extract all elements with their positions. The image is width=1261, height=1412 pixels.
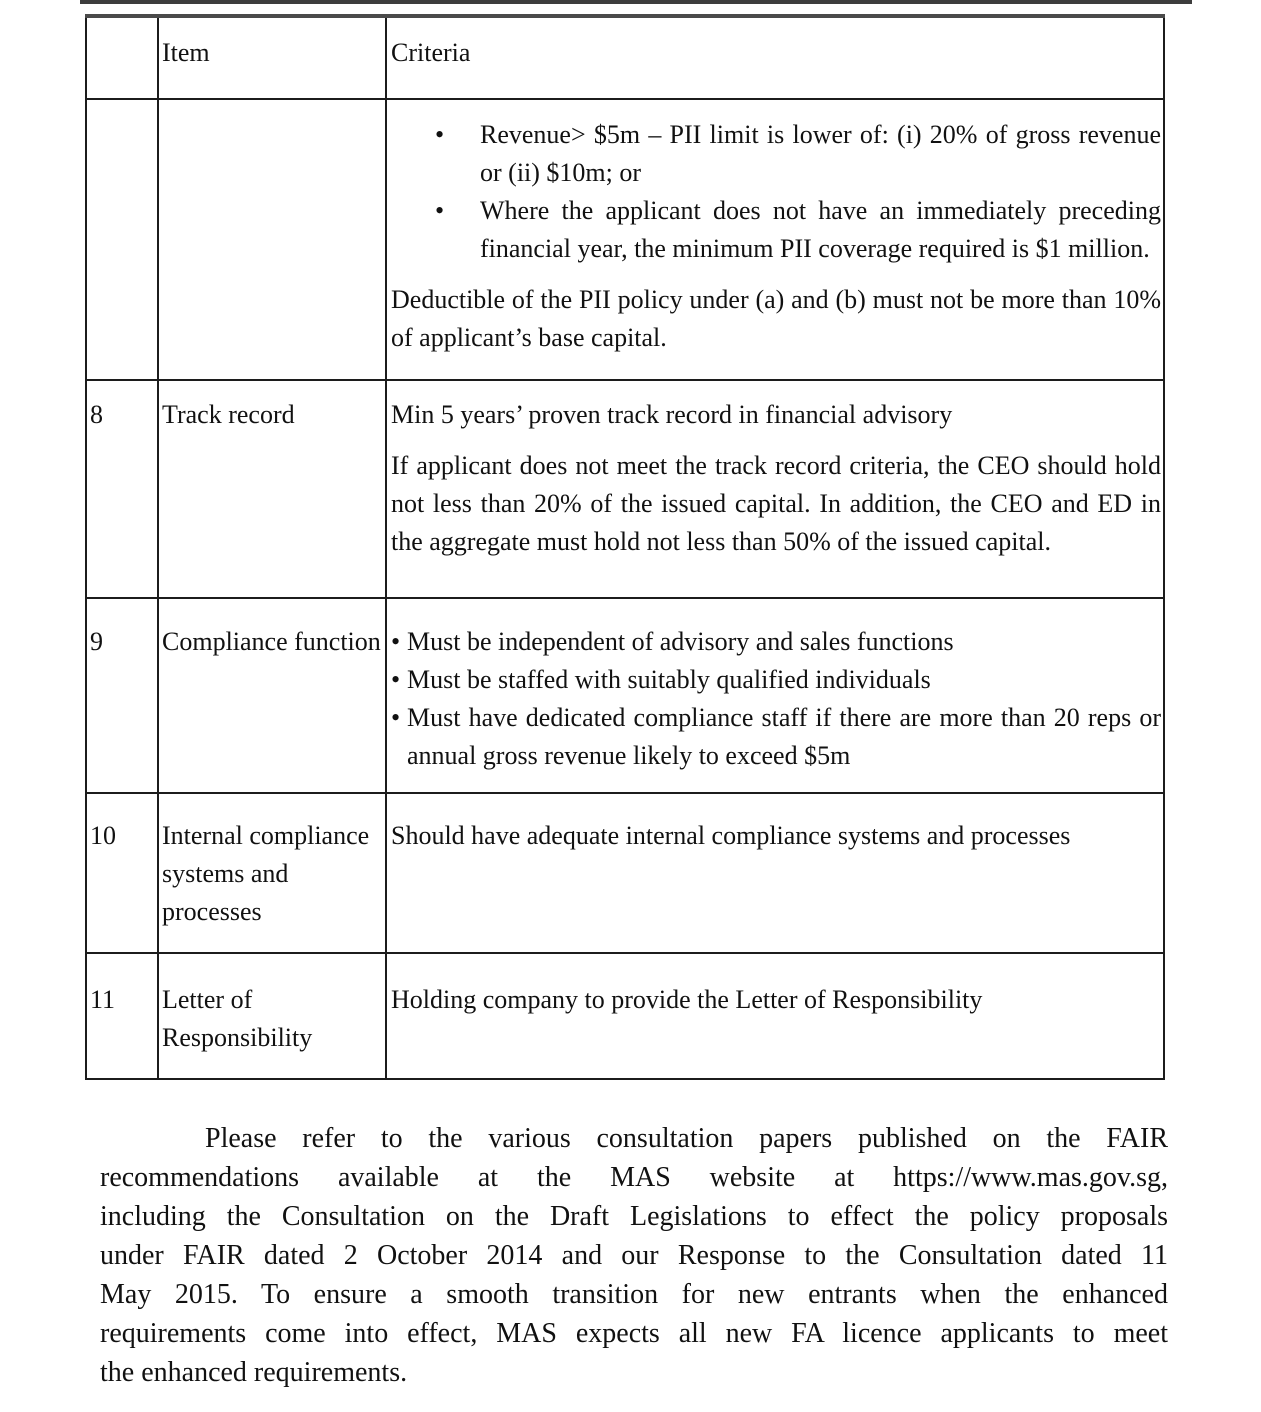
criteria-paragraph: Deductible of the PII policy under (a) and (b) must not be more than 10% of applicant’s base capital.: [391, 285, 1161, 352]
cell-item: Track record: [158, 380, 386, 598]
header-cell-number: [86, 16, 158, 99]
table-row-10: [86, 793, 1164, 953]
criteria-paragraph: Min 5 years’ proven track record in financial advisory: [391, 400, 953, 429]
header-cell-criteria: Criteria: [386, 16, 1164, 99]
table-row-7-continuation: [86, 99, 1164, 380]
cell-criteria: Should have adequate internal compliance systems and processes: [386, 793, 1164, 953]
bullet-text: Where the applicant does not have an immediately preceding financial year, the minimum PII coverage required is $1 million.: [480, 196, 1161, 263]
criteria-paragraph: If applicant does not meet the track record criteria, the CEO should hold not less than 20% of the issued capital. In addition, the CEO and ED in the aggregate must hold not less than 50% of the issued capital.: [391, 451, 1161, 556]
bullet-item: [391, 116, 1161, 192]
bullet-item: [391, 699, 1161, 775]
bullet-dot: •: [391, 627, 401, 656]
cell-number: 9: [86, 598, 158, 793]
cell-criteria: [386, 380, 1164, 598]
table-header-row: [86, 16, 1164, 99]
bullet-dot: •: [391, 703, 401, 732]
bullet-text: Must be independent of advisory and sales functions: [407, 627, 954, 656]
cell-item: Letter of Responsibility: [158, 953, 386, 1079]
bullet-dot: •: [391, 665, 401, 694]
cell-criteria: [386, 99, 1164, 380]
cell-number: 11: [86, 953, 158, 1079]
bullet-item: [391, 192, 1161, 268]
cell-criteria: [386, 598, 1164, 793]
bullet-text: Revenue> $5m – PII limit is lower of: (i) 20% of gross revenue or (ii) $10m; or: [480, 120, 1161, 187]
bullet-item: [391, 661, 1161, 699]
criteria-table: [85, 14, 1165, 1080]
cell-number: 10: [86, 793, 158, 953]
table-row-11: [86, 953, 1164, 1079]
cell-number-empty: [86, 99, 158, 380]
bullet-text: Must have dedicated compliance staff if there are more than 20 reps or annual gross revenue likely to exceed $5m: [407, 703, 1161, 770]
header-cell-item: Item: [158, 16, 386, 99]
bullet-dot: •: [435, 120, 445, 149]
cell-criteria: Holding company to provide the Letter of Responsibility: [386, 953, 1164, 1079]
closing-paragraph: Please refer to the various consultation papers published on the FAIR recommendations available at the MAS website at https://www.mas.gov.sg, including the Consultation on the Draft Legislations to effect the policy proposals under FAIR dated 2 October 2014 and our Response to the Consultation dated 11 May 2015. To ensure a smooth transition for new entrants when the enhanced requirements come into effect, MAS expects all new FA licence applicants to meet the enhanced requirements.: [100, 1123, 1168, 1388]
cell-item-empty: [158, 99, 386, 380]
cell-item: Internal compliance systems and processes: [158, 793, 386, 953]
page-top-rule: [80, 0, 1192, 4]
cell-number: 8: [86, 380, 158, 598]
table-row-8: [86, 380, 1164, 598]
bullet-text: Must be staffed with suitably qualified individuals: [407, 665, 931, 694]
table-row-9: [86, 598, 1164, 793]
bullet-item: [391, 623, 1161, 661]
cell-item: Compliance function: [158, 598, 386, 793]
bullet-dot: •: [435, 196, 445, 225]
